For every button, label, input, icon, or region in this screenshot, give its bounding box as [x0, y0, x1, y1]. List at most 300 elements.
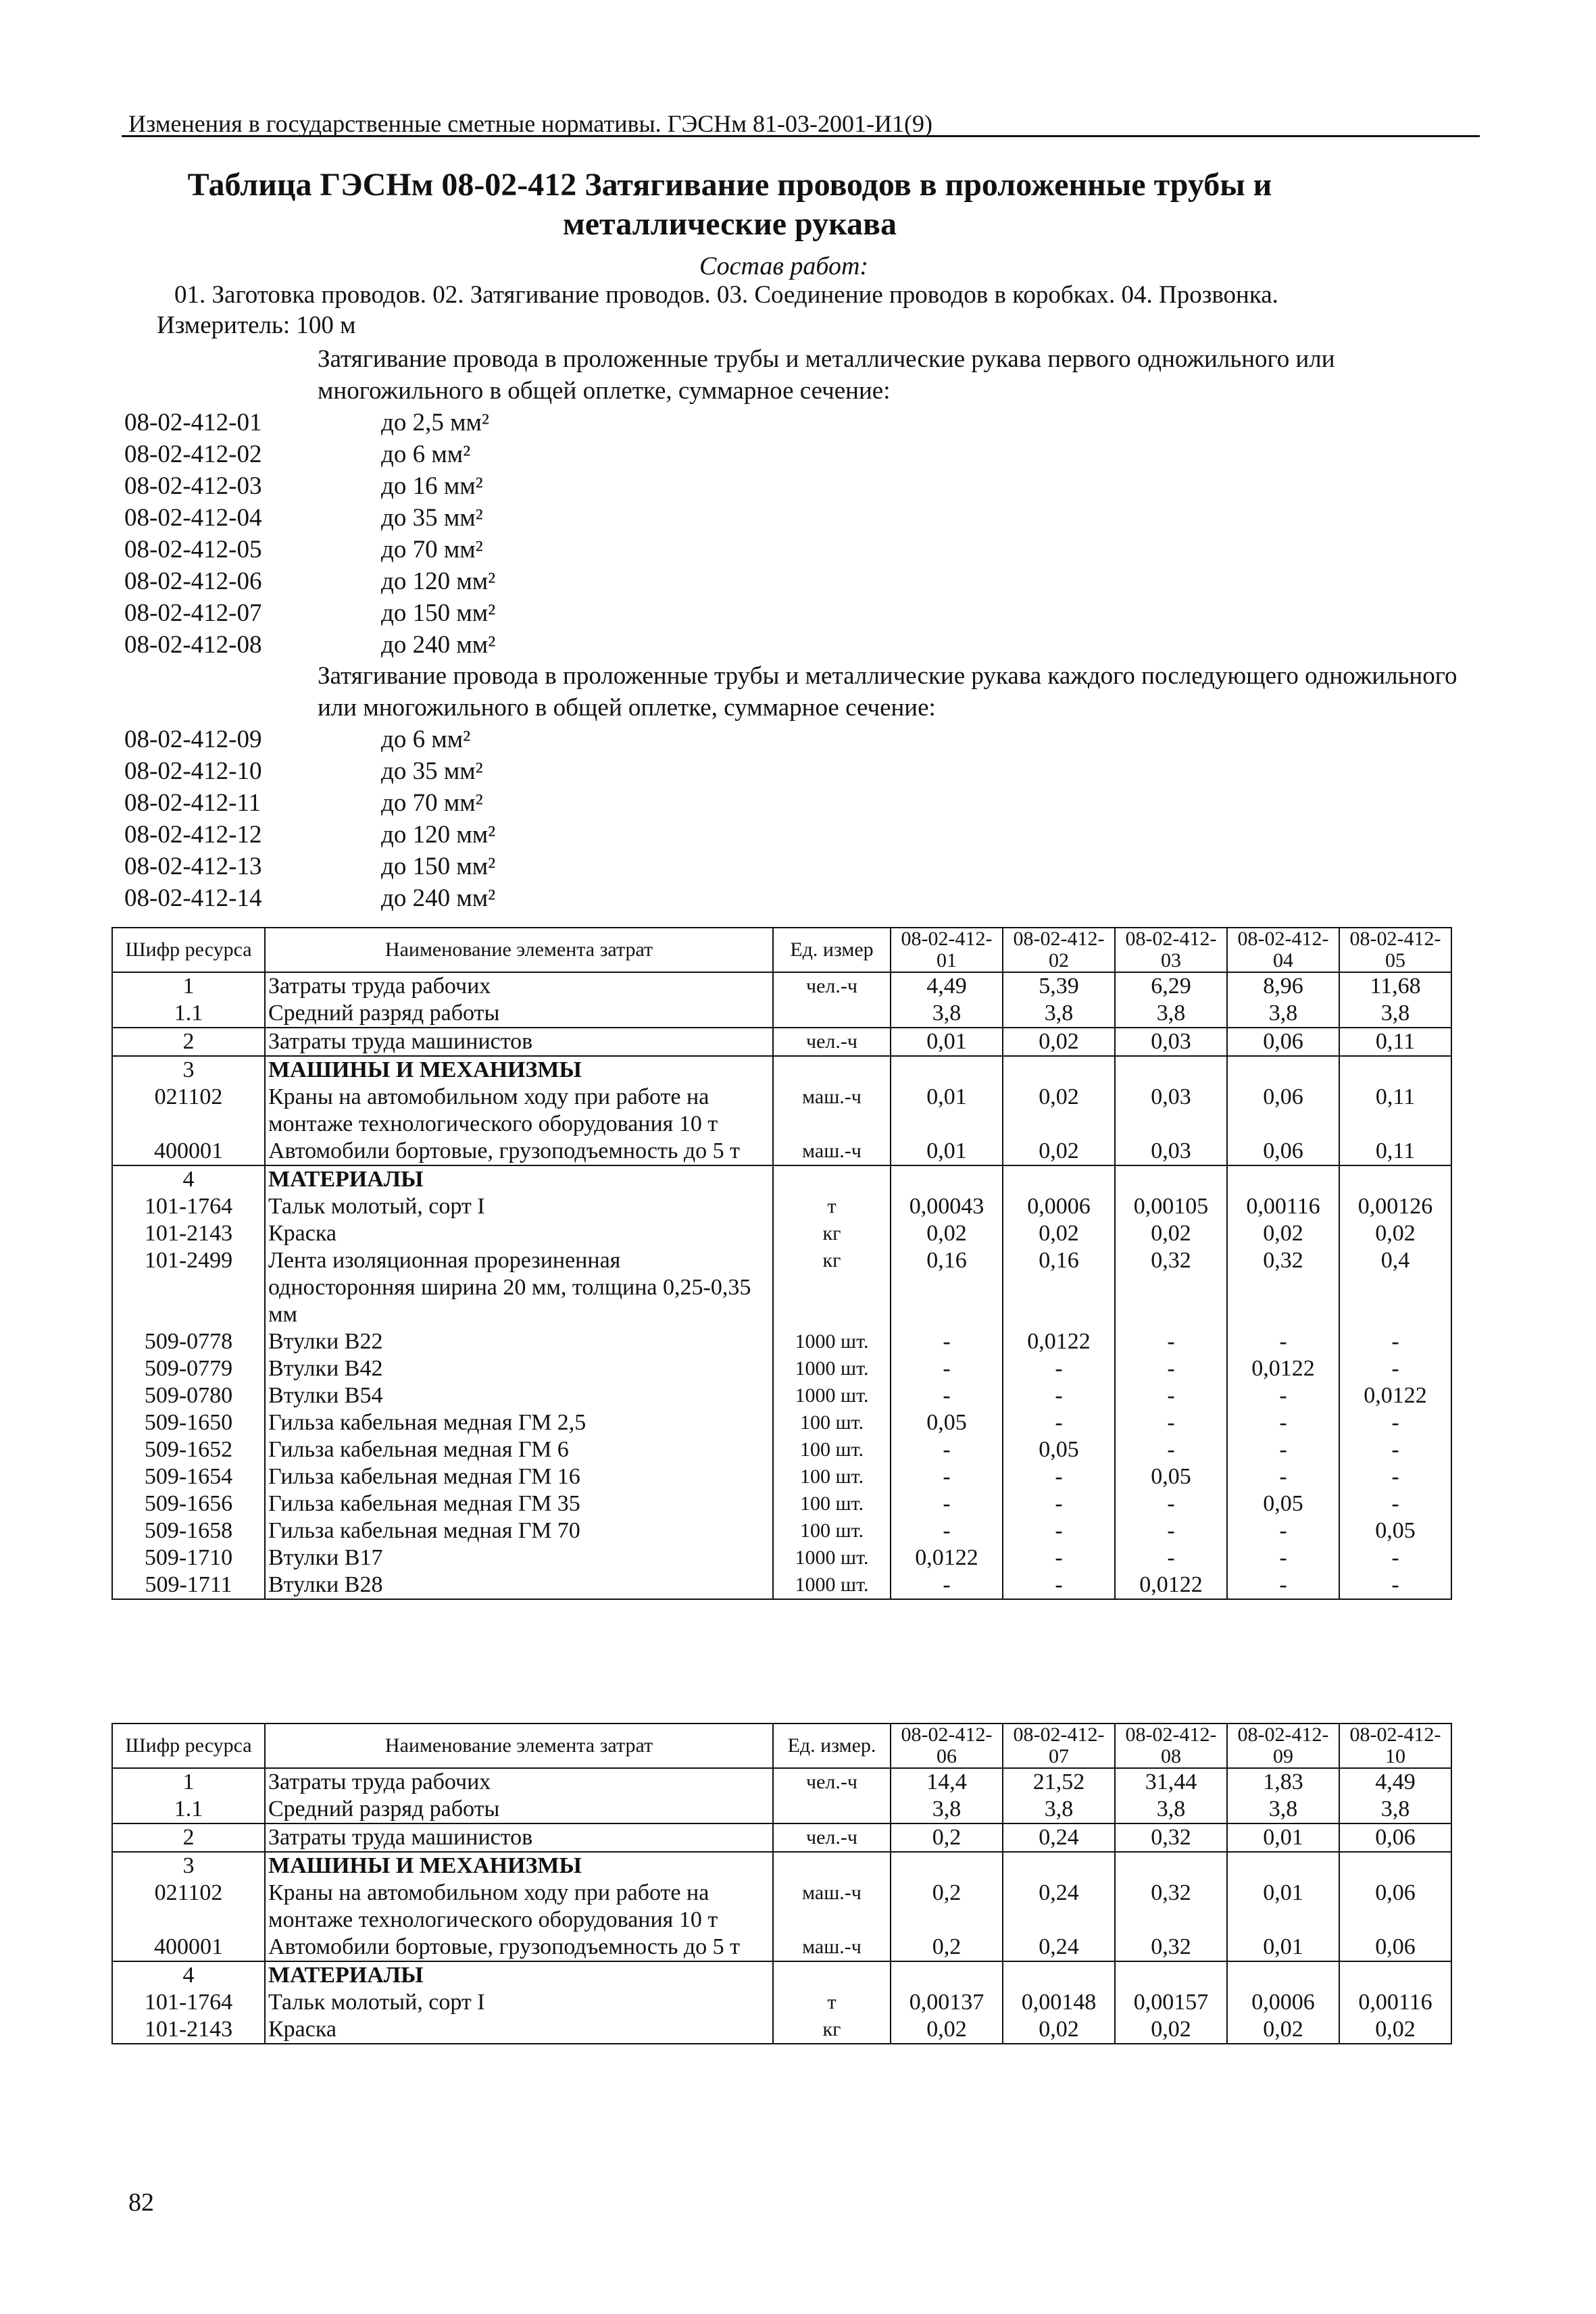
table-cell: 509-0779 — [112, 1355, 265, 1382]
table-cell: 0,0122 — [1339, 1382, 1451, 1409]
table-cell: 0,2 — [891, 1823, 1003, 1852]
norm-section: до 70 мм² — [381, 536, 483, 563]
column-header: Наименование элемента затрат — [265, 1724, 773, 1768]
table-cell: МАТЕРИАЛЫ — [265, 1961, 773, 1989]
table-cell: чел.-ч — [773, 1768, 891, 1796]
table-row — [112, 1571, 1451, 1599]
table-cell: Гильза кабельная медная ГМ 70 — [265, 1517, 773, 1544]
table-cell: 0,06 — [1227, 1084, 1339, 1138]
norm-section: до 240 мм² — [381, 631, 496, 659]
measurement-unit: Измеритель: 100 м — [157, 311, 356, 339]
table-cell — [891, 1852, 1003, 1880]
table-row — [112, 1328, 1451, 1355]
table-cell: 509-1652 — [112, 1436, 265, 1463]
norm-code: 08-02-412-05 — [124, 536, 262, 563]
table-cell: 0,01 — [1227, 1934, 1339, 1961]
running-header: Изменения в государственные сметные нормативы. ГЭСНм 81-03-2001-И1(9) — [128, 110, 932, 137]
table-cell: МАТЕРИАЛЫ — [265, 1165, 773, 1193]
table-cell: МАШИНЫ И МЕХАНИЗМЫ — [265, 1056, 773, 1084]
norm-code: 08-02-412-10 — [124, 757, 262, 785]
table-cell: 0,02 — [1003, 1084, 1115, 1138]
table-cell: 4 — [112, 1165, 265, 1193]
table-row — [112, 1823, 1451, 1852]
table-cell: 0,02 — [891, 1220, 1003, 1247]
table-cell — [1003, 1852, 1115, 1880]
table-cell — [773, 1852, 891, 1880]
norm-list-item — [124, 819, 495, 851]
table-cell — [891, 1056, 1003, 1084]
table-row — [112, 1517, 1451, 1544]
norm-list-item — [124, 755, 495, 787]
table-cell: 021102 — [112, 1084, 265, 1138]
table-cell: 0,00148 — [1003, 1989, 1115, 2016]
table-cell: - — [1227, 1409, 1339, 1436]
table-cell: маш.-ч — [773, 1138, 891, 1165]
table-row — [112, 1000, 1451, 1028]
norm-section: до 35 мм² — [381, 757, 483, 785]
table-title: Таблица ГЭСНм 08-02-412 Затягивание проводов в проложенные трубы и металлические рукава — [187, 167, 1272, 242]
table-cell — [1339, 1165, 1451, 1193]
table-cell: 0,05 — [1227, 1490, 1339, 1517]
table-cell: 0,32 — [1115, 1247, 1227, 1328]
norm-list-item — [124, 470, 495, 502]
table-header-row — [112, 1724, 1451, 1768]
table-cell: 0,02 — [1115, 2016, 1227, 2044]
table-cell: 0,01 — [891, 1084, 1003, 1138]
table-cell: Автомобили бортовые, грузоподъемность до 5 т — [265, 1138, 773, 1165]
work-composition-list: 01. Заготовка проводов. 02. Затягивание проводов. 03. Соединение проводов в коробках. 04. Прозвонка. — [174, 281, 1278, 309]
table-cell: 5,39 — [1003, 972, 1115, 1000]
table-cell: Лента изоляционная прорезиненная односторонняя ширина 20 мм, толщина 0,25-0,35 мм — [265, 1247, 773, 1328]
table-cell: Краска — [265, 2016, 773, 2044]
norm-section: до 150 мм² — [381, 853, 496, 880]
table-cell — [1003, 1165, 1115, 1193]
table-cell: 1.1 — [112, 1796, 265, 1823]
norm-list-item — [124, 565, 495, 597]
table-cell: 3,8 — [1339, 1796, 1451, 1823]
table-cell: Затраты труда машинистов — [265, 1028, 773, 1056]
table-cell: Средний разряд работы — [265, 1000, 773, 1028]
table-cell — [1339, 1056, 1451, 1084]
table-cell: - — [1003, 1490, 1115, 1517]
column-header: 08-02-412-08 — [1115, 1724, 1227, 1768]
norm-list-item — [124, 597, 495, 629]
column-header: 08-02-412-02 — [1003, 928, 1115, 972]
table-cell: 2 — [112, 1823, 265, 1852]
table-cell: 100 шт. — [773, 1517, 891, 1544]
table-cell: Затраты труда машинистов — [265, 1823, 773, 1852]
table-cell — [1003, 1056, 1115, 1084]
table-cell: 400001 — [112, 1138, 265, 1165]
table-row — [112, 1409, 1451, 1436]
table-cell: 101-2143 — [112, 2016, 265, 2044]
table-cell: т — [773, 1989, 891, 2016]
cost-table-2 — [111, 1723, 1452, 2044]
table-cell: 1.1 — [112, 1000, 265, 1028]
table-cell: 0,06 — [1339, 1880, 1451, 1934]
table-cell: 3,8 — [1115, 1000, 1227, 1028]
table-cell: 0,16 — [1003, 1247, 1115, 1328]
column-header: 08-02-412-01 — [891, 928, 1003, 972]
table-cell: - — [1003, 1544, 1115, 1571]
group1-description: Затягивание провода в проложенные трубы и металлические рукава первого одножильного или многожильного в общей оплетке, суммарное сечение: — [318, 345, 1335, 405]
table-cell: - — [1227, 1382, 1339, 1409]
column-header: 08-02-412-06 — [891, 1724, 1003, 1768]
table-row — [112, 2016, 1451, 2044]
table-cell: - — [1115, 1382, 1227, 1409]
table-cell: 0,02 — [1003, 1220, 1115, 1247]
norm-list-item — [124, 534, 495, 565]
table-cell — [773, 1056, 891, 1084]
table-cell: - — [1339, 1409, 1451, 1436]
table-cell: 1000 шт. — [773, 1571, 891, 1599]
norm-code: 08-02-412-09 — [124, 726, 262, 753]
table-cell: - — [1115, 1409, 1227, 1436]
column-header: Шифр ресурса — [112, 1724, 265, 1768]
norm-code: 08-02-412-13 — [124, 853, 262, 880]
table-cell: 6,29 — [1115, 972, 1227, 1000]
norm-section: до 6 мм² — [381, 726, 471, 753]
table-cell: маш.-ч — [773, 1934, 891, 1961]
table-cell: кг — [773, 1247, 891, 1328]
table-row — [112, 1220, 1451, 1247]
table-cell: 509-1650 — [112, 1409, 265, 1436]
table-cell: чел.-ч — [773, 972, 891, 1000]
table-cell: 3 — [112, 1056, 265, 1084]
norm-code: 08-02-412-04 — [124, 504, 262, 532]
table-row — [112, 1490, 1451, 1517]
norm-code: 08-02-412-14 — [124, 884, 262, 912]
table-cell — [773, 1000, 891, 1028]
table-cell: МАШИНЫ И МЕХАНИЗМЫ — [265, 1852, 773, 1880]
table-cell: Тальк молотый, сорт I — [265, 1989, 773, 2016]
norm-code: 08-02-412-07 — [124, 599, 262, 627]
table-cell: Втулки В17 — [265, 1544, 773, 1571]
table-cell: 0,00137 — [891, 1989, 1003, 2016]
table-cell: 1000 шт. — [773, 1355, 891, 1382]
table-cell: - — [1339, 1355, 1451, 1382]
table-cell: 0,05 — [1003, 1436, 1115, 1463]
table-cell: 0,11 — [1339, 1084, 1451, 1138]
table-cell: 1,83 — [1227, 1768, 1339, 1796]
table-cell: - — [891, 1490, 1003, 1517]
table-cell: маш.-ч — [773, 1880, 891, 1934]
table-cell: 1000 шт. — [773, 1544, 891, 1571]
table-cell: - — [1227, 1463, 1339, 1490]
table-cell: Краны на автомобильном ходу при работе на монтаже технологического оборудования 10 т — [265, 1084, 773, 1138]
table-cell: Средний разряд работы — [265, 1796, 773, 1823]
table-cell — [1227, 1056, 1339, 1084]
table-row — [112, 1934, 1451, 1961]
table-cell: - — [1115, 1328, 1227, 1355]
norm-section: до 2,5 мм² — [381, 409, 489, 436]
table-cell: Гильза кабельная медная ГМ 35 — [265, 1490, 773, 1517]
table-row — [112, 1961, 1451, 1989]
table-cell: Втулки В22 — [265, 1328, 773, 1355]
table-cell: 21,52 — [1003, 1768, 1115, 1796]
norm-list-item — [124, 882, 495, 914]
table-cell: 8,96 — [1227, 972, 1339, 1000]
table-row — [112, 1463, 1451, 1490]
table-cell: - — [891, 1382, 1003, 1409]
table-cell: 0,32 — [1227, 1247, 1339, 1328]
norm-section: до 240 мм² — [381, 884, 496, 912]
norm-section: до 120 мм² — [381, 821, 496, 849]
table-cell: - — [1339, 1436, 1451, 1463]
table-cell: 3 — [112, 1852, 265, 1880]
column-header: 08-02-412-09 — [1227, 1724, 1339, 1768]
table-cell: 0,02 — [1339, 2016, 1451, 2044]
table-cell — [891, 1165, 1003, 1193]
table-cell: 0,03 — [1115, 1138, 1227, 1165]
table-row — [112, 1436, 1451, 1463]
table-cell: 0,24 — [1003, 1934, 1115, 1961]
table-cell: Затраты труда рабочих — [265, 1768, 773, 1796]
table-row — [112, 1084, 1451, 1138]
table-cell: 11,68 — [1339, 972, 1451, 1000]
table-cell: 0,02 — [1339, 1220, 1451, 1247]
table-cell: - — [1227, 1517, 1339, 1544]
table-cell — [891, 1961, 1003, 1989]
header-rule — [122, 135, 1480, 137]
table-cell: 0,02 — [1227, 2016, 1339, 2044]
cost-table-1 — [111, 927, 1452, 1600]
norm-code: 08-02-412-12 — [124, 821, 262, 849]
table-cell: 0,05 — [891, 1409, 1003, 1436]
table-cell: 3,8 — [1003, 1000, 1115, 1028]
table-cell: 021102 — [112, 1880, 265, 1934]
norm-code: 08-02-412-01 — [124, 409, 262, 436]
table-row — [112, 1028, 1451, 1056]
table-cell: 101-2143 — [112, 1220, 265, 1247]
table-cell: 1 — [112, 1768, 265, 1796]
table-row — [112, 1193, 1451, 1220]
table-cell: 0,05 — [1115, 1463, 1227, 1490]
group2-description: Затягивание провода в проложенные трубы и металлические рукава каждого последующего одножильного или многожильного в общей оплетке, суммарное сечение: — [318, 662, 1457, 722]
table-row — [112, 1768, 1451, 1796]
table-cell: 0,02 — [1003, 1138, 1115, 1165]
table-cell: Втулки В42 — [265, 1355, 773, 1382]
table-row — [112, 1138, 1451, 1165]
table-cell: чел.-ч — [773, 1028, 891, 1056]
table-cell: - — [1003, 1571, 1115, 1599]
table-cell: 0,11 — [1339, 1028, 1451, 1056]
table-row — [112, 1989, 1451, 2016]
table-cell: 2 — [112, 1028, 265, 1056]
table-cell: - — [1339, 1490, 1451, 1517]
table-cell: 100 шт. — [773, 1490, 891, 1517]
table-cell: - — [1227, 1544, 1339, 1571]
table-cell: 400001 — [112, 1934, 265, 1961]
table-row — [112, 1355, 1451, 1382]
table-cell: 0,00116 — [1227, 1193, 1339, 1220]
table-cell: 0,0122 — [1227, 1355, 1339, 1382]
table-cell: Гильза кабельная медная ГМ 2,5 — [265, 1409, 773, 1436]
table-cell: - — [891, 1328, 1003, 1355]
table-cell: 100 шт. — [773, 1409, 891, 1436]
table-cell: 0,02 — [1227, 1220, 1339, 1247]
table-cell: 4 — [112, 1961, 265, 1989]
table-cell: - — [1115, 1517, 1227, 1544]
table-cell: кг — [773, 2016, 891, 2044]
table-cell — [1115, 1961, 1227, 1989]
table-cell: 3,8 — [891, 1796, 1003, 1823]
table-cell: 0,06 — [1227, 1028, 1339, 1056]
column-header: Наименование элемента затрат — [265, 928, 773, 972]
table-cell — [773, 1961, 891, 1989]
norm-section: до 35 мм² — [381, 504, 483, 532]
table-cell: 0,24 — [1003, 1880, 1115, 1934]
table-row — [112, 972, 1451, 1000]
norm-code: 08-02-412-08 — [124, 631, 262, 659]
norm-list-item — [124, 724, 495, 755]
table-cell: 509-1656 — [112, 1490, 265, 1517]
table-cell — [1339, 1852, 1451, 1880]
table-cell — [773, 1165, 891, 1193]
table-cell: 0,02 — [891, 2016, 1003, 2044]
table-cell: 0,00105 — [1115, 1193, 1227, 1220]
table-cell: - — [1003, 1355, 1115, 1382]
table-cell: 101-1764 — [112, 1989, 265, 2016]
table-cell: 1 — [112, 972, 265, 1000]
table-cell: т — [773, 1193, 891, 1220]
table-cell: 0,00043 — [891, 1193, 1003, 1220]
column-header: 08-02-412-03 — [1115, 928, 1227, 972]
table-cell: 0,0122 — [1003, 1328, 1115, 1355]
norm-section: до 150 мм² — [381, 599, 496, 627]
table-cell: - — [1227, 1436, 1339, 1463]
table-cell: 3,8 — [1003, 1796, 1115, 1823]
table-cell: 0,0006 — [1003, 1193, 1115, 1220]
table-cell: - — [891, 1571, 1003, 1599]
table-cell: - — [891, 1517, 1003, 1544]
norm-section: до 70 мм² — [381, 789, 483, 817]
table-cell — [773, 1796, 891, 1823]
table-cell: чел.-ч — [773, 1823, 891, 1852]
table-cell: Краска — [265, 1220, 773, 1247]
table-cell: 0,06 — [1339, 1823, 1451, 1852]
table-cell: - — [1339, 1571, 1451, 1599]
table-cell: 3,8 — [1115, 1796, 1227, 1823]
table-cell: 0,02 — [1003, 1028, 1115, 1056]
table-cell: 0,01 — [1227, 1880, 1339, 1934]
table-row — [112, 1880, 1451, 1934]
table-cell: - — [1003, 1409, 1115, 1436]
table-cell: Гильза кабельная медная ГМ 16 — [265, 1463, 773, 1490]
column-header: 08-02-412-05 — [1339, 928, 1451, 972]
table-cell: - — [1003, 1517, 1115, 1544]
column-header: Ед. измер — [773, 928, 891, 972]
table-cell: 1000 шт. — [773, 1382, 891, 1409]
norm-section: до 16 мм² — [381, 472, 483, 500]
table-cell: 0,02 — [1003, 2016, 1115, 2044]
table-cell: 0,32 — [1115, 1880, 1227, 1934]
table-cell: - — [1003, 1382, 1115, 1409]
table-cell: - — [1115, 1355, 1227, 1382]
table-cell: 31,44 — [1115, 1768, 1227, 1796]
table-cell: 509-1654 — [112, 1463, 265, 1490]
table-cell: 0,32 — [1115, 1934, 1227, 1961]
table-cell: 0,03 — [1115, 1084, 1227, 1138]
table-cell: 0,03 — [1115, 1028, 1227, 1056]
norm-code: 08-02-412-06 — [124, 568, 262, 595]
table-cell: 3,8 — [891, 1000, 1003, 1028]
table-row — [112, 1247, 1451, 1328]
table-cell: 509-1711 — [112, 1571, 265, 1599]
table-cell: 509-0778 — [112, 1328, 265, 1355]
group2-norm-list — [124, 724, 495, 914]
table-cell: 1000 шт. — [773, 1328, 891, 1355]
table-cell: 0,00126 — [1339, 1193, 1451, 1220]
table-cell: - — [1227, 1571, 1339, 1599]
table-cell: - — [1339, 1328, 1451, 1355]
table-cell: 0,00116 — [1339, 1989, 1451, 2016]
table-cell: 0,16 — [891, 1247, 1003, 1328]
table-cell: 509-1658 — [112, 1517, 265, 1544]
table-row — [112, 1852, 1451, 1880]
table-cell: - — [1227, 1328, 1339, 1355]
table-cell: 100 шт. — [773, 1463, 891, 1490]
norm-list-item — [124, 407, 495, 438]
table-cell: 0,06 — [1227, 1138, 1339, 1165]
table-cell: - — [1115, 1490, 1227, 1517]
table-row — [112, 1165, 1451, 1193]
table-cell: 0,02 — [1115, 1220, 1227, 1247]
table-cell — [1115, 1165, 1227, 1193]
group1-norm-list — [124, 407, 495, 661]
table-cell: 0,01 — [891, 1138, 1003, 1165]
work-composition-label: Состав работ: — [699, 252, 869, 280]
norm-code: 08-02-412-03 — [124, 472, 262, 500]
table-cell: Гильза кабельная медная ГМ 6 — [265, 1436, 773, 1463]
table-cell: 100 шт. — [773, 1436, 891, 1463]
table-row — [112, 1544, 1451, 1571]
table-row — [112, 1796, 1451, 1823]
table-cell: - — [1339, 1544, 1451, 1571]
table-cell: 0,0006 — [1227, 1989, 1339, 2016]
norm-code: 08-02-412-11 — [124, 789, 261, 817]
table-cell — [1115, 1056, 1227, 1084]
table-row — [112, 1056, 1451, 1084]
table-cell: - — [891, 1355, 1003, 1382]
table-cell: 509-0780 — [112, 1382, 265, 1409]
table-cell — [1227, 1961, 1339, 1989]
table-cell: Втулки В28 — [265, 1571, 773, 1599]
norm-list-item — [124, 438, 495, 470]
table-cell: 0,0122 — [1115, 1571, 1227, 1599]
norm-section: до 120 мм² — [381, 568, 496, 595]
table-cell: 0,0122 — [891, 1544, 1003, 1571]
table-cell: 0,4 — [1339, 1247, 1451, 1328]
table-cell: - — [891, 1436, 1003, 1463]
table-cell — [1003, 1961, 1115, 1989]
column-header: 08-02-412-07 — [1003, 1724, 1115, 1768]
table-cell: 3,8 — [1339, 1000, 1451, 1028]
table-cell: 0,2 — [891, 1934, 1003, 1961]
table-cell: 509-1710 — [112, 1544, 265, 1571]
table-cell: - — [1339, 1463, 1451, 1490]
table-cell — [1227, 1852, 1339, 1880]
table-cell: Втулки В54 — [265, 1382, 773, 1409]
table-cell: 14,4 — [891, 1768, 1003, 1796]
table-cell: 0,00157 — [1115, 1989, 1227, 2016]
table-row — [112, 1382, 1451, 1409]
column-header: 08-02-412-04 — [1227, 928, 1339, 972]
table-cell: - — [1003, 1463, 1115, 1490]
table-cell: Затраты труда рабочих — [265, 972, 773, 1000]
column-header: Шифр ресурса — [112, 928, 265, 972]
table-cell — [1339, 1961, 1451, 1989]
